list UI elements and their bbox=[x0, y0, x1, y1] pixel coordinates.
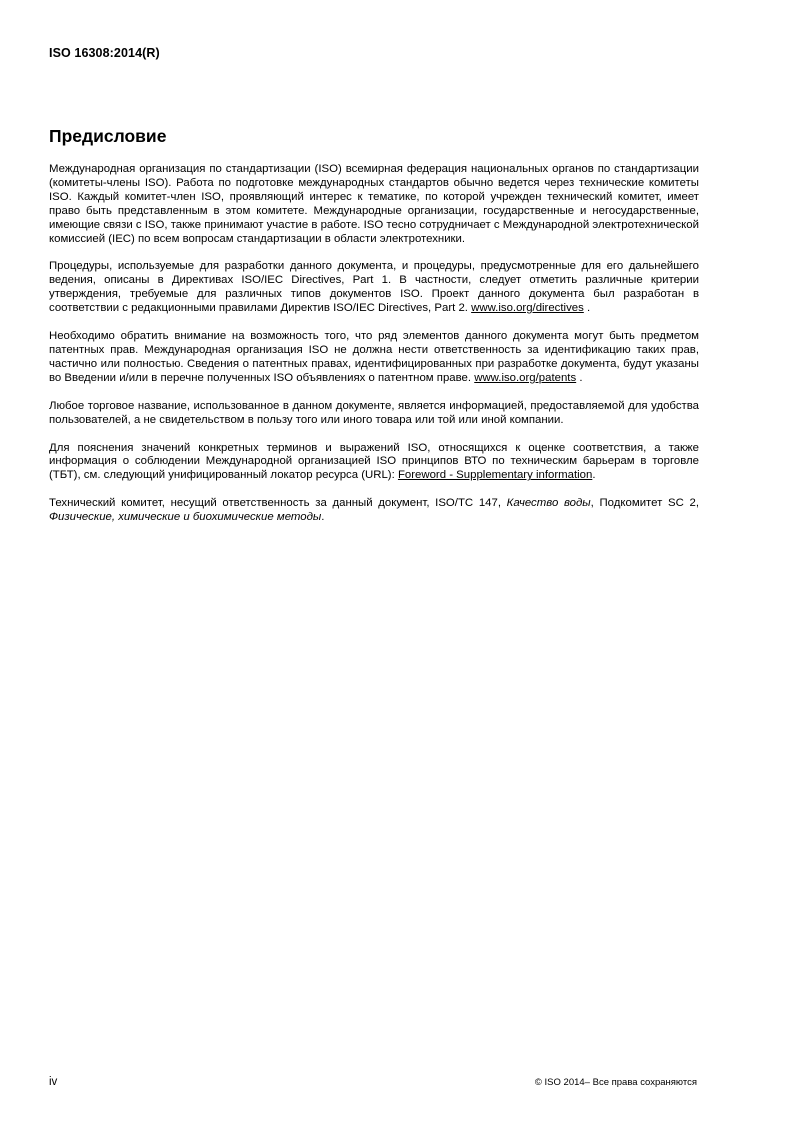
foreword-title: Предисловие bbox=[49, 126, 167, 146]
paragraph-procedures-text: Процедуры, используемые для разработки данного документа, и процедуры, предусмотренные для его дальнейшего ведения, описаны в Директивах ISO/IEC Directives, Part 1. В частности, следует отметить различные критерии утверждения, требуемые для различных типов документов ISO. Проект данного документа был разработан в соответствии с редакционными правилами Директив ISO/IEC Directives, Part 2. bbox=[49, 260, 699, 315]
paragraph-patents bbox=[49, 330, 699, 386]
paragraph-patents-text: Необходимо обратить внимание на возможность того, что ряд элементов данного документа могут быть предметом патентных прав. Международная организация ISO не должна нести ответственность за идентификацию таких прав, частично или полностью. Сведения о патентных правах, идентифицированных при разработке документа, будут указаны во Введении и/или в перечне полученных ISO объявлениях о патентном праве. bbox=[49, 330, 699, 384]
subcommittee-name: Физические, химические и биохимические методы bbox=[49, 511, 322, 524]
foreword-body bbox=[49, 163, 699, 539]
subcommittee-text: , Подкомитет SC 2, bbox=[590, 497, 699, 510]
paragraph-trade-names: Любое торговое название, использованное в данном документе, является информацией, предоставляемой для удобства пользователей, а не свидетельством в пользу того или иного товара или той или иной компании. bbox=[49, 399, 699, 426]
page-number: iv bbox=[49, 1076, 58, 1088]
supplementary-info-link[interactable]: Foreword - Supplementary information bbox=[397, 469, 593, 482]
paragraph-procedures-end: . bbox=[586, 302, 591, 315]
committee-text: Технический комитет, несущий ответственность за данный документ, ISO/TC 147, bbox=[49, 497, 501, 510]
copyright-notice: © ISO 2014– Все права сохраняются bbox=[534, 1077, 697, 1088]
paragraph-committee bbox=[49, 497, 699, 525]
paragraph-procedures bbox=[49, 260, 699, 316]
document-id-header: ISO 16308:2014(R) bbox=[49, 46, 160, 60]
paragraph-conformity-text: Для пояснения значений конкретных терминов и выражений ISO, относящихся к оценке соответствия, а также информация о соблюдении Международной организацией ISO принципов ВТО по техническим барьерам в торговле (ТБТ), см. следующий унифицированный локатор ресурса (URL): bbox=[49, 441, 699, 482]
paragraph-conformity-end: . bbox=[592, 469, 596, 482]
committee-name: Качество воды bbox=[506, 497, 591, 510]
directives-link[interactable]: www.iso.org/directives bbox=[471, 302, 584, 315]
paragraph-committee-end: . bbox=[321, 511, 325, 524]
paragraph-iso-overview: Международная организация по стандартизации (ISO) всемирная федерация национальных органов по стандартизации (комитеты-члены ISO). Работа по подготовке международных стандартов обычно ведется через технические комитеты ISO. Каждый комитет-член ISO, проявляющий интерес к тематике, по которой учрежден технический комитет, имеет право быть представленным в этом комитете. Международные организации, государственные и негосударственные, имеющие связи с ISO, также принимают участие в работе. ISO тесно сотрудничает с Международной электротехнической комиссией (IEC) по всем вопросам стандартизации в области электротехники. bbox=[49, 163, 699, 245]
paragraph-patents-end: . bbox=[579, 371, 583, 384]
paragraph-conformity bbox=[49, 442, 699, 484]
patents-link[interactable]: www.iso.org/patents bbox=[474, 371, 577, 384]
